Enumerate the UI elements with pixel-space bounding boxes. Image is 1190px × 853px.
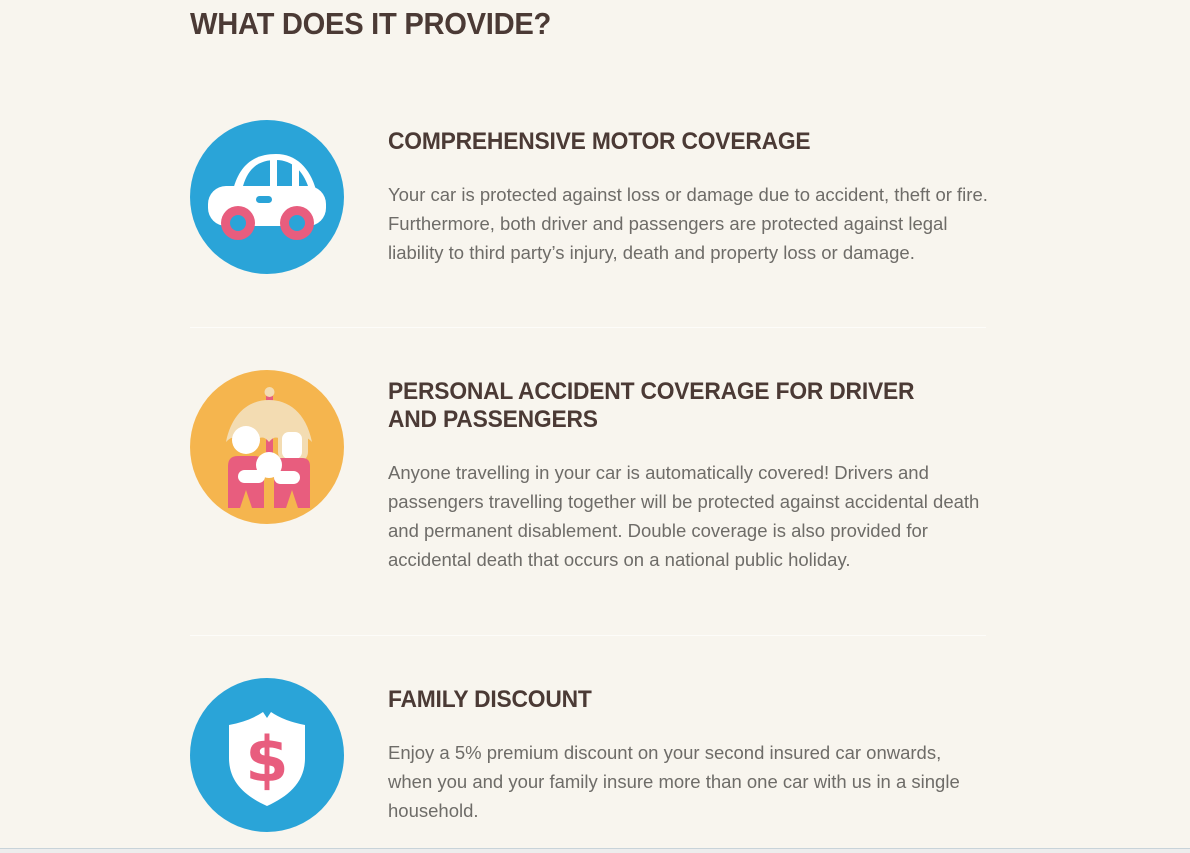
feature-family-discount xyxy=(190,678,990,832)
feature-motor-coverage xyxy=(190,120,990,274)
feature-personal-accident xyxy=(190,370,990,574)
feature-heading: PERSONAL ACCIDENT COVERAGE FOR DRIVER AND PASSENGERS xyxy=(388,378,915,433)
page-title: WHAT DOES IT PROVIDE? xyxy=(190,6,552,41)
umbrella-people-icon xyxy=(190,370,344,524)
section-divider xyxy=(190,635,986,636)
feature-text-block xyxy=(388,678,988,832)
svg-text:$: $ xyxy=(245,723,289,796)
feature-description: Your car is protected against loss or damage due to accident, theft or fire. Furthermore, both driver and passengers are protected against legal liability to third party’s injury, death and property loss or damage. xyxy=(388,184,988,263)
feature-text-block xyxy=(388,120,988,274)
feature-text-block xyxy=(388,370,988,574)
viewport-bottom-edge xyxy=(0,848,1190,853)
feature-heading: FAMILY DISCOUNT xyxy=(388,686,592,713)
car-icon xyxy=(190,120,344,274)
section-divider xyxy=(190,327,986,328)
feature-description: Anyone travelling in your car is automatically covered! Drivers and passengers travelling together will be protected against accidental death and permanent disablement. Double coverage is also provided for accidental death that occurs on a national public holiday. xyxy=(388,462,980,570)
feature-description: Enjoy a 5% premium discount on your second insured car onwards, when you and your family insure more than one car with us in a single household. xyxy=(388,742,960,821)
shield-dollar-icon xyxy=(190,678,344,832)
feature-heading: COMPREHENSIVE MOTOR COVERAGE xyxy=(388,128,811,155)
section-content xyxy=(190,0,990,832)
